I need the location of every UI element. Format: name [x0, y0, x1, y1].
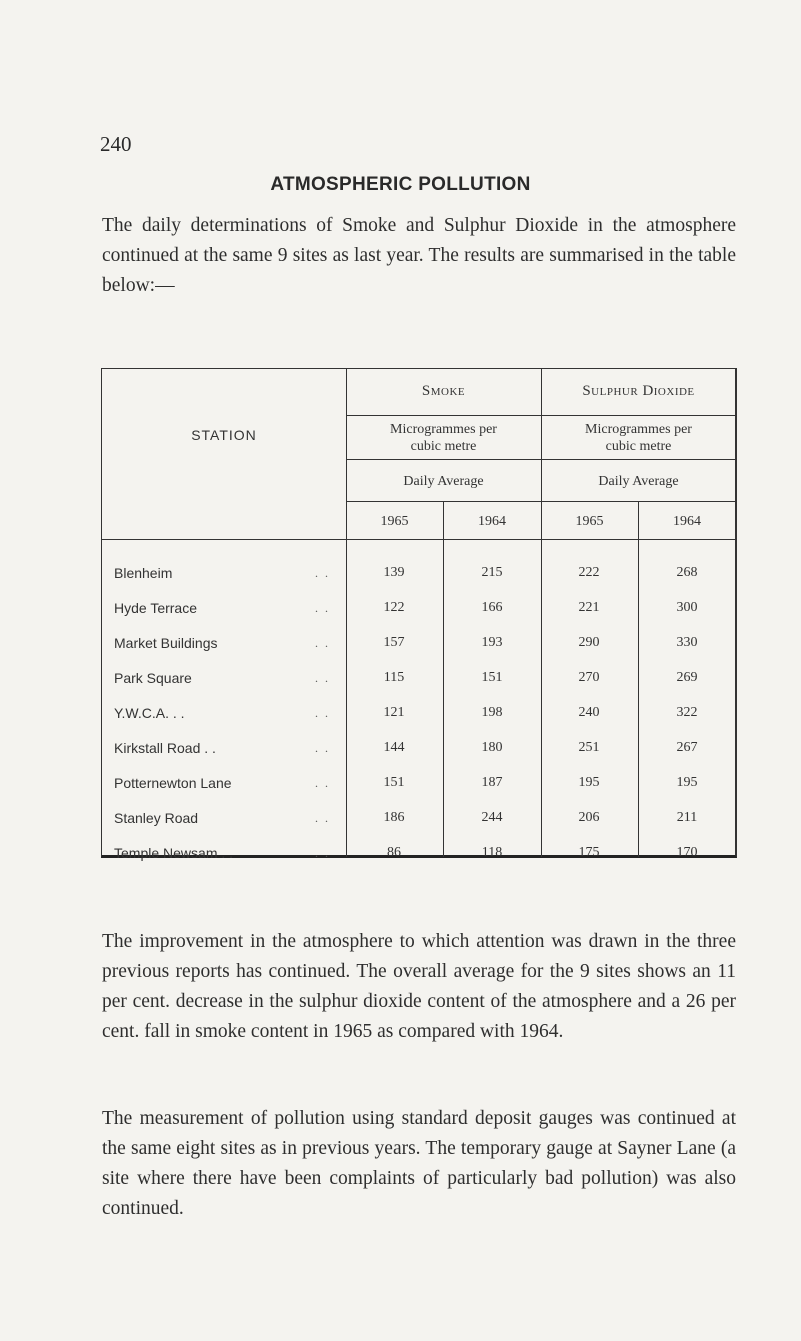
value-cell-smoke-1965: 121: [383, 705, 405, 720]
page-number: 240: [100, 132, 132, 156]
value-cell-so2-1964: 322: [676, 705, 698, 720]
year-so2-1964: 1964: [673, 514, 701, 529]
value-cell-so2-1964: 267: [676, 740, 698, 755]
value-cell-smoke-1964: 198: [481, 705, 503, 720]
station-name: Blenheim: [114, 565, 173, 581]
value-cell-smoke-1965: 157: [383, 635, 405, 650]
deposit-gauges-paragraph: The measurement of pollution using standard deposit gauges was continued at the same eight sites as in previous years. The temporary gauge at Sayner Lane (a site where there have been complaints of particularly bad pollution) was also continued.: [102, 1108, 736, 1219]
station-header: STATION: [191, 427, 257, 443]
improvement-paragraph: The improvement in the atmosphere to which attention was drawn in the three previous reports has continued. The overall average for the 9 sites shows an 11 per cent. decrease in the sulphur dioxide content of the atmosphere and a 26 per cent. fall in smoke content in 1965 as compared with 1964.: [102, 931, 736, 1042]
value-cell-smoke-1965: 115: [383, 670, 405, 685]
station-name: Market Buildings: [114, 635, 218, 651]
value-cell-smoke-1964: 215: [481, 565, 503, 580]
leader-dots: . .: [315, 636, 330, 650]
value-cell-so2-1964: 300: [676, 600, 698, 615]
so2-unit: Microgrammes per cubic metre: [585, 422, 692, 454]
value-cell-smoke-1964: 166: [481, 600, 503, 615]
leader-dots: . .: [315, 846, 330, 860]
value-cell-so2-1965: 290: [578, 635, 600, 650]
pollution-table: [101, 368, 737, 861]
station-name: Temple Newsam . .: [114, 845, 234, 861]
smoke-unit: Microgrammes per cubic metre: [390, 422, 497, 454]
station-name: Hyde Terrace: [114, 600, 198, 616]
value-cell-so2-1965: 240: [578, 705, 600, 720]
value-cell-so2-1964: 269: [676, 670, 698, 685]
rule-2: [346, 459, 736, 460]
value-cell-so2-1964: 268: [676, 565, 698, 580]
value-cell-smoke-1965: 86: [387, 845, 401, 860]
leader-dots: . .: [315, 566, 330, 580]
value-cell-so2-1965: 222: [578, 565, 600, 580]
so2-header: Sulphur Dioxide: [582, 383, 695, 399]
station-name: Y.W.C.A. . .: [114, 705, 185, 721]
page-title: ATMOSPHERIC POLLUTION: [270, 174, 531, 195]
value-cell-so2-1964: 330: [676, 635, 698, 650]
value-cell-smoke-1965: 144: [383, 740, 405, 755]
station-name: Stanley Road: [114, 810, 199, 826]
leader-dots: . .: [315, 706, 330, 720]
value-cell-smoke-1964: 244: [481, 810, 503, 825]
value-cell-so2-1965: 206: [578, 810, 600, 825]
leader-dots: . .: [315, 776, 330, 790]
smoke-header: Smoke: [421, 383, 466, 399]
value-cell-smoke-1965: 122: [383, 600, 405, 615]
value-cell-so2-1965: 251: [578, 740, 600, 755]
leader-dots: . .: [315, 811, 330, 825]
value-cell-so2-1965: 175: [578, 845, 600, 860]
leader-dots: . .: [315, 741, 330, 755]
value-cell-smoke-1964: 118: [481, 845, 503, 860]
so2-daily-average: Daily Average: [598, 474, 679, 489]
value-cell-smoke-1965: 186: [383, 810, 405, 825]
leader-dots: . .: [315, 671, 330, 685]
rule-1: [346, 415, 736, 416]
year-smoke-1965: 1965: [380, 514, 409, 529]
value-cell-smoke-1965: 139: [383, 565, 405, 580]
rule-header-bottom: [102, 539, 736, 540]
year-smoke-1964: 1964: [478, 514, 506, 529]
value-cell-so2-1965: 221: [578, 600, 600, 615]
value-cell-so2-1965: 270: [578, 670, 600, 685]
value-cell-so2-1964: 195: [676, 775, 698, 790]
rule-3: [346, 501, 736, 502]
value-cell-smoke-1965: 151: [383, 775, 405, 790]
value-cell-so2-1964: 170: [676, 845, 698, 860]
value-cell-smoke-1964: 180: [481, 740, 503, 755]
smoke-daily-average: Daily Average: [403, 474, 484, 489]
value-cell-smoke-1964: 187: [481, 775, 503, 790]
value-cell-so2-1964: 211: [676, 810, 698, 825]
leader-dots: . .: [315, 601, 330, 615]
station-name: Park Square: [114, 670, 192, 686]
value-cell-smoke-1964: 193: [481, 635, 503, 650]
station-name: Kirkstall Road . .: [114, 740, 216, 756]
intro-paragraph: The daily determinations of Smoke and Sulphur Dioxide in the atmosphere continued at the same 9 sites as last year. The results are summarised in the table below:—: [102, 215, 736, 296]
value-cell-so2-1965: 195: [578, 775, 600, 790]
year-so2-1965: 1965: [575, 514, 604, 529]
value-cell-smoke-1964: 151: [481, 670, 503, 685]
station-name: Potternewton Lane: [114, 775, 232, 791]
